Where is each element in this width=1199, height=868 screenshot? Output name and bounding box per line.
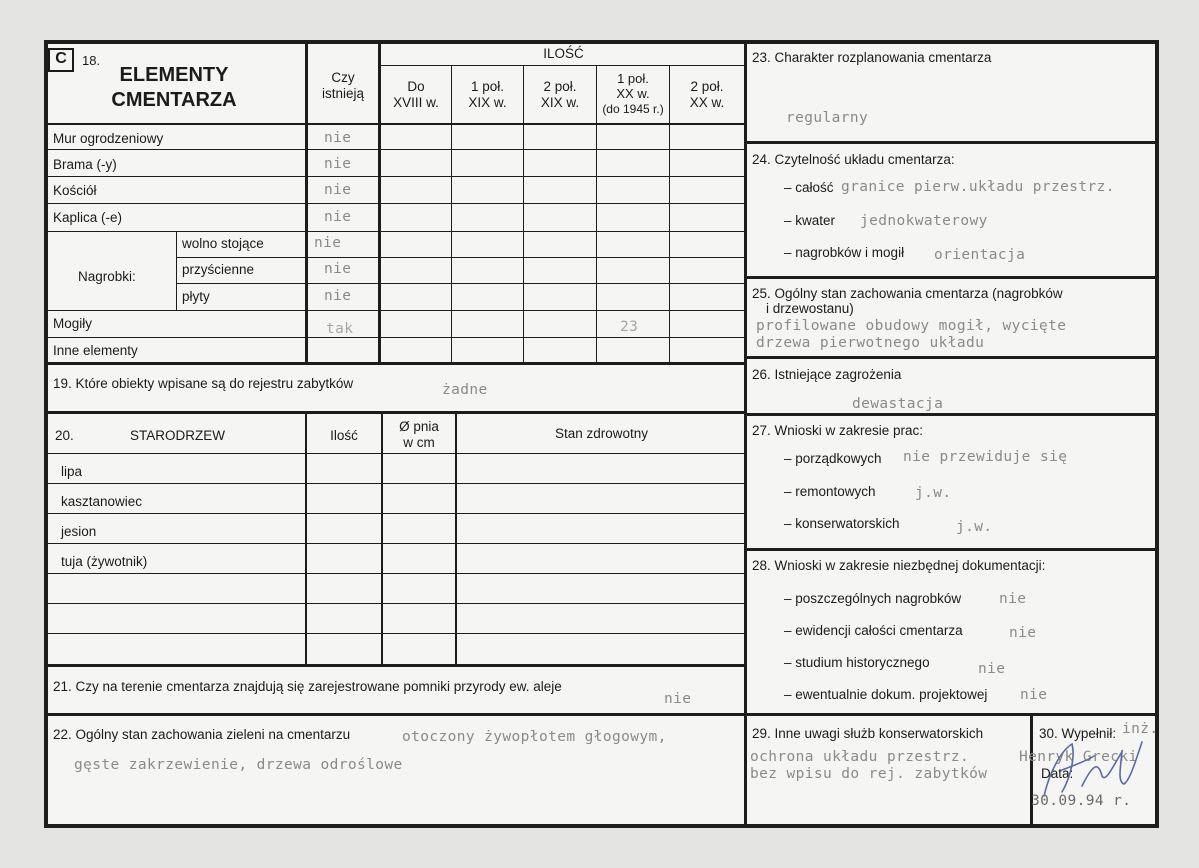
col-header-4-line2: XX w. <box>616 86 650 101</box>
section-28-item-ewidencji: – ewidencji całości cmentarza <box>784 623 963 638</box>
czy-istnieja-header-line2: istnieją <box>321 86 365 101</box>
section-26-value: dewastacja <box>852 396 944 412</box>
section-28-item-nagrobkow: – poszczególnych nagrobków <box>784 591 962 606</box>
section-28-value-ewidencji: nie <box>1009 625 1037 641</box>
section-24-value-calosc: granice pierw.układu przestrz. <box>841 179 1115 195</box>
section-19-value: żadne <box>442 382 488 398</box>
value-przyscienne: nie <box>324 261 352 277</box>
row-label-brama: Brama (-y) <box>53 157 117 172</box>
row-label-kosciol: Kościół <box>53 183 97 198</box>
section-25-value-line2: drzewa pierwotnego układu <box>756 335 985 351</box>
value-mogily-count: 23 <box>620 319 639 335</box>
row-label-wolno-stojace: wolno stojące <box>182 236 264 251</box>
section-18-number: 18. <box>82 53 101 68</box>
row-label-przyscienne: przyścienne <box>182 262 255 277</box>
starodrzew-pnia-header-line1: Ø pnia <box>399 419 439 434</box>
section-24-label: 24. Czytelność układu cmentarza: <box>752 152 955 167</box>
section-28-value-projektowej: nie <box>1020 687 1048 703</box>
section-27-value-porzadkowych: nie przewiduje się <box>903 449 1068 465</box>
tree-jesion: jesion <box>61 524 97 539</box>
section-25-label-line2: i drzewostanu) <box>766 301 854 316</box>
row-label-plyty: płyty <box>182 289 210 304</box>
tree-tuja: tuja (żywotnik) <box>61 554 148 569</box>
section-24-value-nagrobkow: orientacja <box>934 247 1026 263</box>
tree-lipa: lipa <box>61 464 83 479</box>
section-30-date-value: 30.09.94 r. <box>1031 793 1132 809</box>
section-24-item-nagrobkow: – nagrobków i mogił <box>784 245 905 260</box>
section-letter: C <box>48 48 74 72</box>
section-20-title: STARODRZEW <box>130 428 225 443</box>
section-26-label: 26. Istniejące zagrożenia <box>752 367 902 382</box>
section-28-value-studium: nie <box>978 661 1006 677</box>
col-header-5-line2: XX w. <box>689 95 725 110</box>
section-27-item-remontowych: – remontowych <box>784 484 876 499</box>
col-header-3-line2: XIX w. <box>540 95 580 110</box>
row-label-kaplica: Kaplica (-e) <box>53 210 123 225</box>
row-label-inne: Inne elementy <box>53 343 138 358</box>
value-plyty: nie <box>324 288 352 304</box>
starodrzew-pnia-header-line2: w cm <box>403 435 435 450</box>
col-header-4-line1: 1 poł. <box>617 71 649 86</box>
section-27-value-remontowych: j.w. <box>915 485 952 501</box>
col-header-4-line3: (do 1945 r.) <box>602 102 664 116</box>
starodrzew-stan-header: Stan zdrowotny <box>554 426 649 441</box>
col-header-1-line1: Do <box>407 79 425 94</box>
value-mur: nie <box>324 130 352 146</box>
starodrzew-ilosc-header: Ilość <box>330 428 358 443</box>
value-mogily: tak <box>326 321 354 337</box>
section-28-label: 28. Wnioski w zakresie niezbędnej dokumentacji: <box>752 558 1046 573</box>
col-header-3-line1: 2 poł. <box>543 79 577 94</box>
signature <box>1032 730 1156 806</box>
section-27-value-konserwatorskich: j.w. <box>956 519 993 535</box>
section-24-item-calosc: – całość <box>784 180 834 195</box>
ilosc-header: ILOŚĆ <box>543 46 584 61</box>
section-20-number: 20. <box>55 428 74 443</box>
section-29-label: 29. Inne uwagi służb konserwatorskich <box>752 726 984 741</box>
section-24-item-kwater: – kwater <box>784 213 836 228</box>
section-24-value-kwater: jednokwaterowy <box>860 213 988 229</box>
section-22-label: 22. Ogólny stan zachowania zieleni na cmentarzu <box>53 727 351 742</box>
section-27-label: 27. Wnioski w zakresie prac: <box>752 423 924 438</box>
value-kosciol: nie <box>324 182 352 198</box>
value-brama: nie <box>324 156 352 172</box>
czy-istnieja-header-line1: Czy <box>331 70 355 85</box>
section-21-value: nie <box>664 691 692 707</box>
tree-kasztanowiec: kasztanowiec <box>61 494 143 509</box>
section-25-value-line1: profilowane obudowy mogił, wycięte <box>756 318 1067 334</box>
section-19-label: 19. Które obiekty wpisane są do rejestru zabytków <box>53 376 354 391</box>
section-23-label: 23. Charakter rozplanowania cmentarza <box>752 50 992 65</box>
section-29-value-line1: ochrona układu przestrz. <box>750 749 970 765</box>
row-label-mur: Mur ogrodzeniowy <box>53 131 164 146</box>
section-28-item-studium: – studium historycznego <box>784 655 930 670</box>
section-25-label-line1: 25. Ogólny stan zachowania cmentarza (nagrobków <box>752 286 1063 301</box>
section-22-value-line1: otoczony żywopłotem głogowym, <box>402 729 667 745</box>
section-27-item-porzadkowych: – porządkowych <box>784 451 882 466</box>
form-card-c <box>44 40 1159 828</box>
section-28-value-nagrobkow: nie <box>999 591 1027 607</box>
section-18-title-line2: CMENTARZA <box>111 89 237 111</box>
section-29-value-line2: bez wpisu do rej. zabytków <box>750 766 988 782</box>
section-23-value: regularny <box>786 110 869 126</box>
col-header-5-line1: 2 poł. <box>690 79 724 94</box>
col-header-1-line2: XVIII w. <box>393 95 439 110</box>
row-label-mogily: Mogiły <box>53 316 93 331</box>
col-header-2-line2: XIX w. <box>468 95 507 110</box>
col-header-2-line1: 1 poł. <box>470 79 505 94</box>
section-30-value-name: Henryk Grecki <box>1019 749 1138 765</box>
nagrobki-label: Nagrobki: <box>78 269 136 284</box>
value-wolno-stojace: nie <box>314 235 342 251</box>
section-21-label: 21. Czy na terenie cmentarza znajdują się zarejestrowane pomniki przyrody ew. aleje <box>53 679 562 694</box>
value-kaplica: nie <box>324 209 352 225</box>
section-30-value-title: inż. <box>1122 721 1159 737</box>
section-27-item-konserwatorskich: – konserwatorskich <box>784 516 900 531</box>
section-30-label: 30. Wypełnił: <box>1039 726 1117 741</box>
section-30-date-label: Data: <box>1041 766 1074 781</box>
section-22-value-line2: gęste zakrzewienie, drzewa odroślowe <box>74 757 403 773</box>
section-28-item-projektowej: – ewentualnie dokum. projektowej <box>784 687 988 702</box>
section-18-title-line1: ELEMENTY <box>119 64 229 86</box>
